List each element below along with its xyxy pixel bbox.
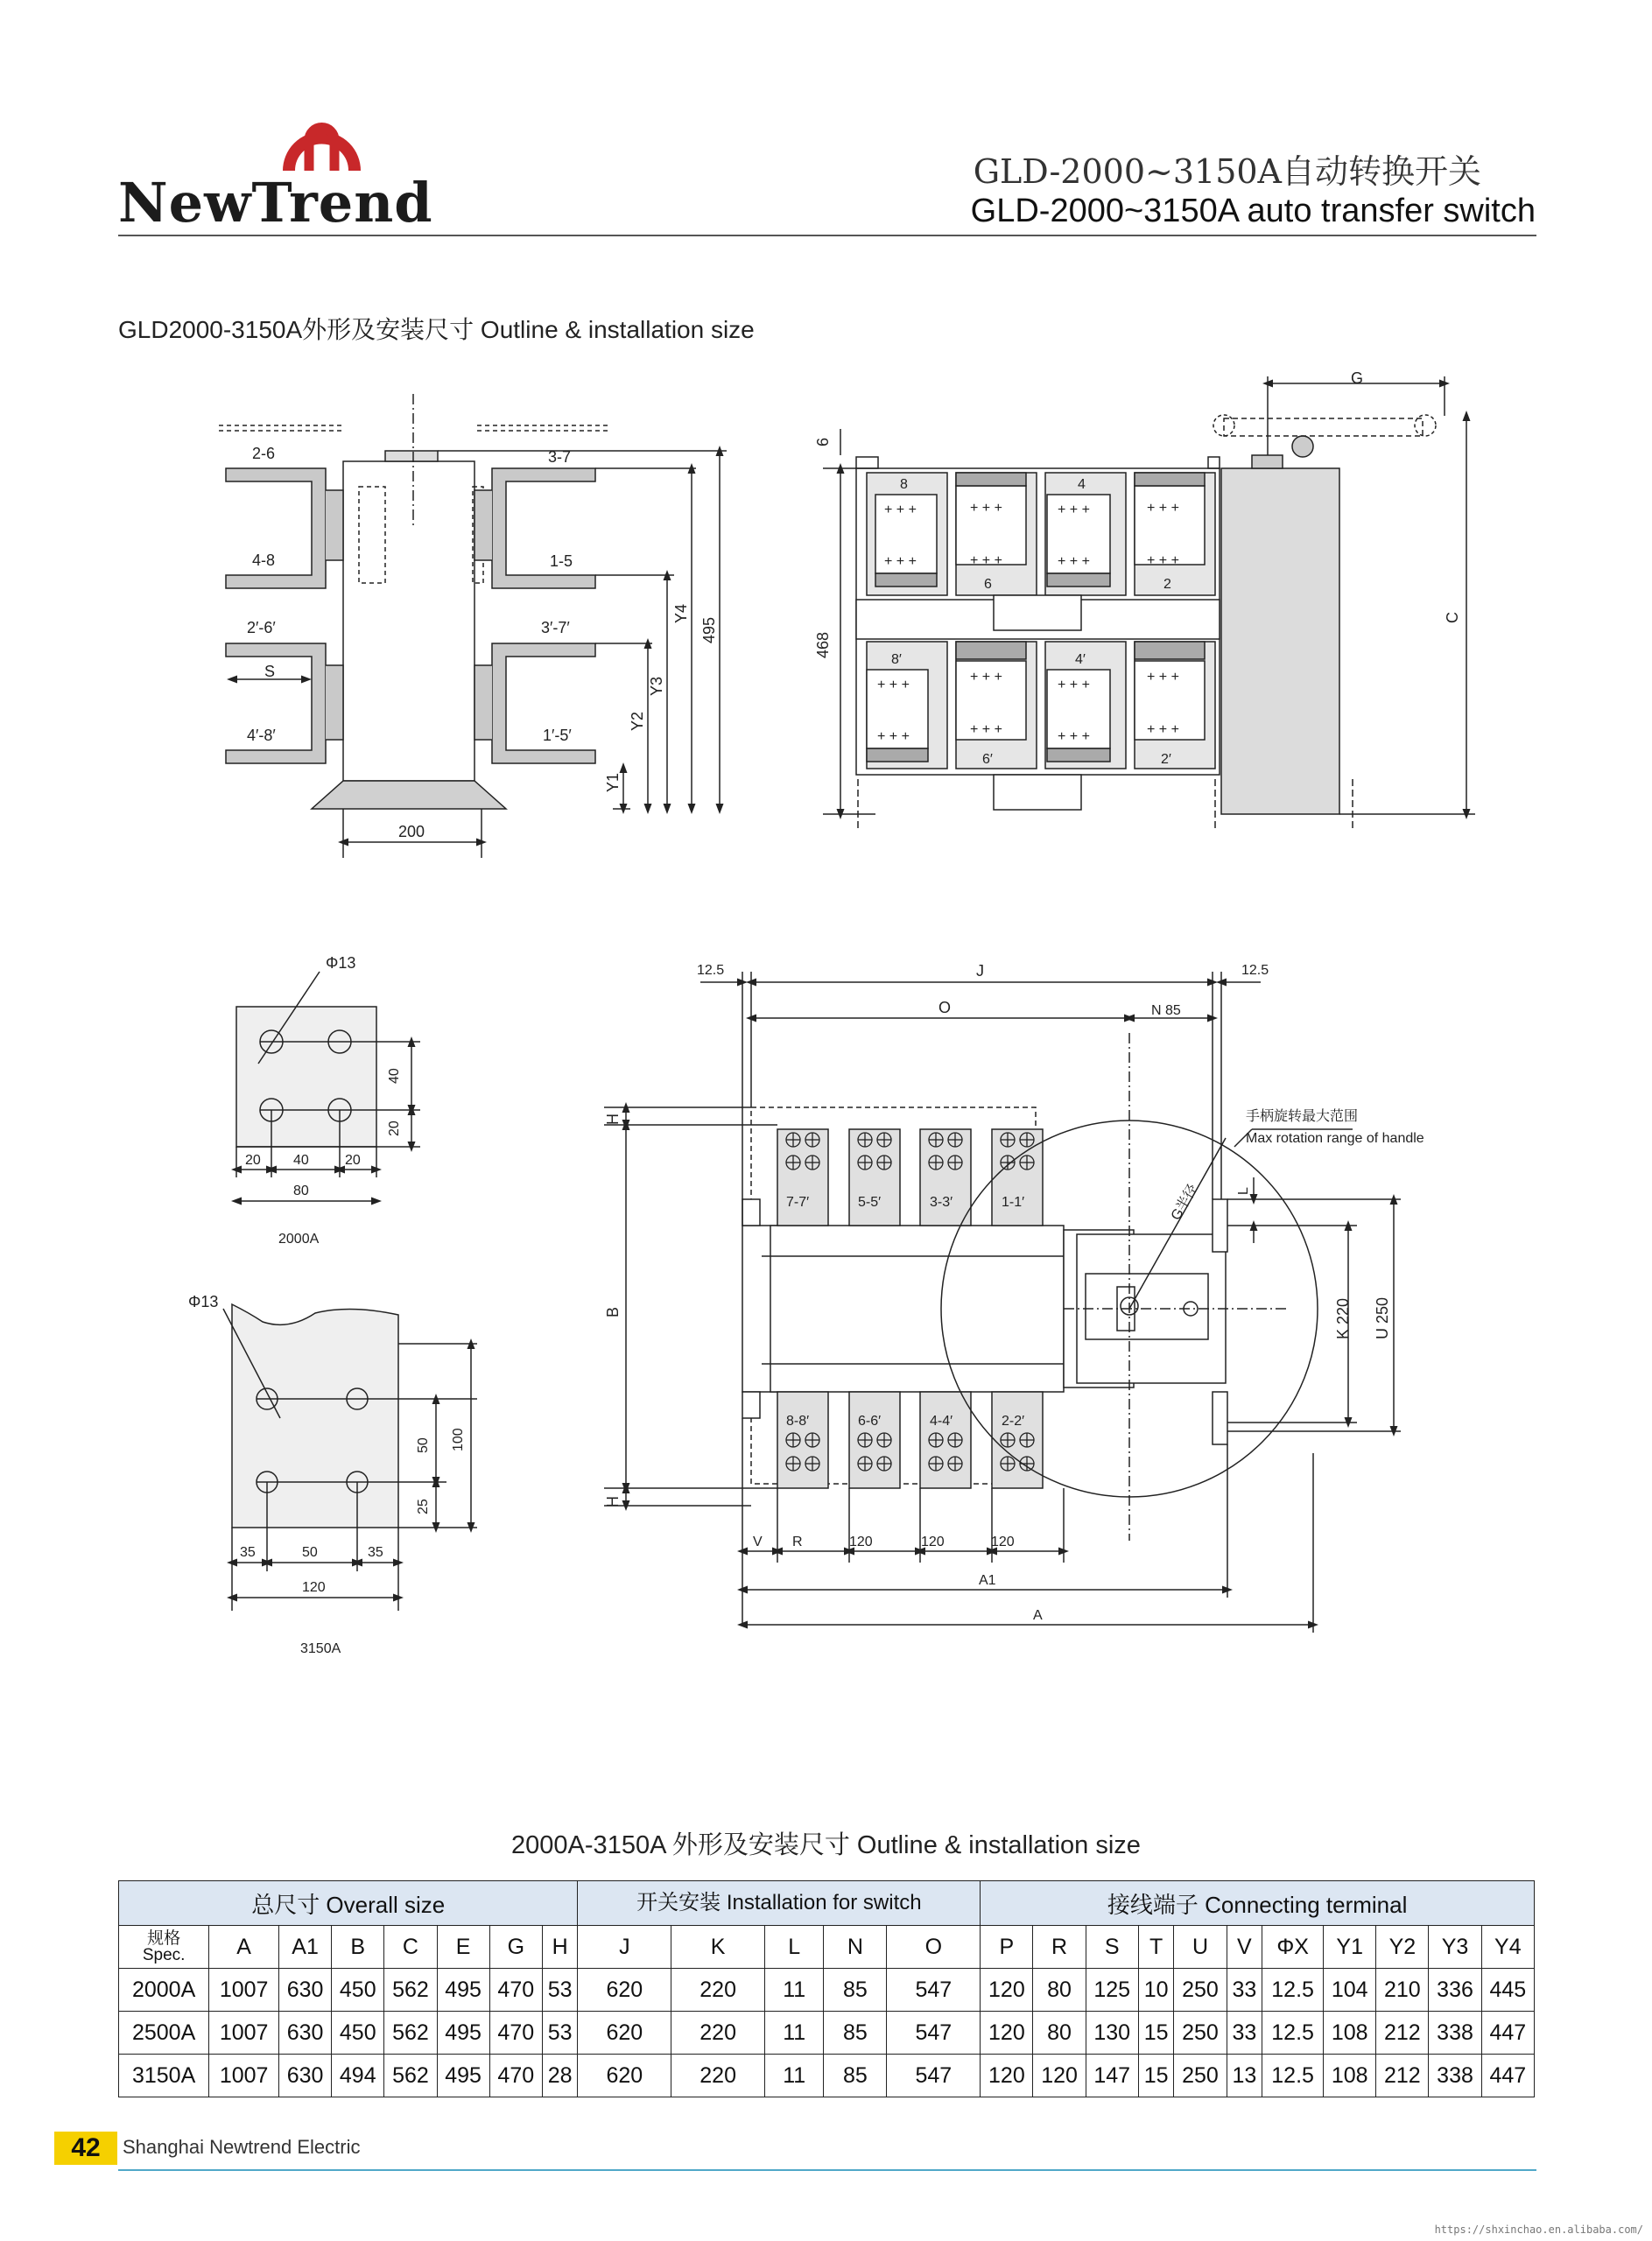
table-cell: 338 xyxy=(1429,2055,1481,2097)
table-cell: 210 xyxy=(1376,1969,1429,2012)
front-view xyxy=(823,376,1475,832)
label-4-8: 4-8 xyxy=(252,551,276,569)
table-cell: 12.5 xyxy=(1262,1969,1324,2012)
dim-35: 35 xyxy=(368,1545,383,1560)
page-title-cn: GLD-2000~3150A自动转换开关 xyxy=(973,152,1481,191)
column-header: B xyxy=(332,1926,384,1969)
table-cell: 15 xyxy=(1138,2012,1174,2055)
table-column-header xyxy=(119,1926,1535,1969)
dim-20: 20 xyxy=(387,1120,402,1136)
dim-a: A xyxy=(1033,1608,1043,1623)
column-header: C xyxy=(384,1926,437,1969)
dim-h-bottom: H xyxy=(604,1496,622,1507)
spec-cell: 2500A xyxy=(119,2012,209,2055)
footer-company: Shanghai Newtrend Electric xyxy=(123,2136,361,2158)
label-2-6-prime: 2′-6′ xyxy=(247,619,276,636)
table-cell: 620 xyxy=(578,2055,671,2097)
dim-y3: Y3 xyxy=(648,676,665,696)
table-cell: 630 xyxy=(279,1969,332,2012)
column-header: A xyxy=(209,1926,279,1969)
caption-3150a: 3150A xyxy=(300,1641,341,1656)
contact-mark: + + + xyxy=(970,722,1002,737)
table-cell: 12.5 xyxy=(1262,2055,1324,2097)
table-row xyxy=(119,2055,1535,2097)
terminal-1-1: 1-1′ xyxy=(1002,1195,1025,1210)
label-3-7: 3-7 xyxy=(548,448,572,466)
table-cell: 447 xyxy=(1481,2012,1534,2055)
dim-g: G xyxy=(1351,369,1364,387)
table-cell: 562 xyxy=(384,2055,437,2097)
table-cell: 12.5 xyxy=(1262,2012,1324,2055)
table-cell: 220 xyxy=(671,1969,765,2012)
table-cell: 447 xyxy=(1481,2055,1534,2097)
dim-u: U 250 xyxy=(1374,1296,1391,1339)
table-cell: 108 xyxy=(1324,2012,1376,2055)
table-cell: 120 xyxy=(981,2055,1033,2097)
dim-20: 20 xyxy=(345,1153,361,1168)
contact-mark: + + + xyxy=(1147,501,1179,516)
group-overall-size: 总尺寸 Overall size xyxy=(119,1881,578,1926)
contact-mark: + + + xyxy=(877,729,910,744)
table-cell: 495 xyxy=(437,2012,489,2055)
column-header: N xyxy=(824,1926,887,1969)
terminal-6-6: 6-6′ xyxy=(858,1414,882,1429)
table-cell: 494 xyxy=(332,2055,384,2097)
table-cell: 212 xyxy=(1376,2012,1429,2055)
table-cell: 1007 xyxy=(209,2012,279,2055)
table-cell: 11 xyxy=(765,2055,824,2097)
terminal-4-4: 4-4′ xyxy=(930,1414,953,1429)
dim-12-5-right: 12.5 xyxy=(1241,963,1269,978)
pole-6-prime: 6′ xyxy=(982,752,993,767)
group-installation: 开关安装 Installation for switch xyxy=(578,1881,981,1926)
brand-logo: NewTrend xyxy=(118,171,433,235)
table-cell: 450 xyxy=(332,1969,384,2012)
table-cell: 1007 xyxy=(209,1969,279,2012)
dim-n: N 85 xyxy=(1151,1003,1181,1018)
spec-cell: 2000A xyxy=(119,1969,209,2012)
dim-c: C xyxy=(1444,612,1461,623)
terminal-2-2: 2-2′ xyxy=(1002,1414,1025,1429)
spec-column-header xyxy=(119,1926,209,1969)
column-header: G xyxy=(489,1926,542,1969)
dim-20: 20 xyxy=(245,1153,261,1168)
pole-2-prime: 2′ xyxy=(1161,752,1171,767)
side-view xyxy=(219,394,727,858)
contact-mark: + + + xyxy=(970,670,1002,685)
table-cell: 11 xyxy=(765,2012,824,2055)
column-header: Y1 xyxy=(1324,1926,1376,1969)
page-title-en: GLD-2000~3150A auto transfer switch xyxy=(970,193,1536,229)
footer-rule xyxy=(118,2169,1536,2171)
dim-50: 50 xyxy=(302,1545,318,1560)
dim-120: 120 xyxy=(921,1535,945,1549)
table-cell: 53 xyxy=(542,1969,578,2012)
table-cell: 250 xyxy=(1174,2012,1227,2055)
column-header: V xyxy=(1227,1926,1262,1969)
column-header: ΦX xyxy=(1262,1926,1324,1969)
caption-2000a: 2000A xyxy=(278,1232,320,1247)
table-cell: 220 xyxy=(671,2055,765,2097)
table-cell: 80 xyxy=(1033,1969,1086,2012)
pole-4: 4 xyxy=(1078,477,1086,492)
column-header: J xyxy=(578,1926,671,1969)
dim-120: 120 xyxy=(991,1535,1015,1549)
column-header: R xyxy=(1033,1926,1086,1969)
dim-25: 25 xyxy=(416,1499,431,1514)
dim-200: 200 xyxy=(398,823,425,840)
contact-mark: + + + xyxy=(877,678,910,692)
column-header: E xyxy=(437,1926,489,1969)
column-header: O xyxy=(887,1926,981,1969)
table-cell: 250 xyxy=(1174,2055,1227,2097)
table-cell: 11 xyxy=(765,1969,824,2012)
label-1-5-prime: 1′-5′ xyxy=(543,727,572,744)
table-cell: 450 xyxy=(332,2012,384,2055)
column-header: H xyxy=(542,1926,578,1969)
dim-495: 495 xyxy=(700,616,718,643)
contact-mark: + + + xyxy=(1147,722,1179,737)
dim-r: R xyxy=(792,1535,803,1549)
column-header: S xyxy=(1086,1926,1138,1969)
dim-12-5-left: 12.5 xyxy=(697,963,725,978)
hole-diameter-2000a: Φ13 xyxy=(326,954,356,972)
label-3-7-prime: 3′-7′ xyxy=(541,619,570,636)
table-cell: 495 xyxy=(437,2055,489,2097)
column-header: U xyxy=(1174,1926,1227,1969)
table-cell: 13 xyxy=(1227,2055,1262,2097)
dim-80: 80 xyxy=(293,1184,309,1198)
table-cell: 120 xyxy=(1033,2055,1086,2097)
table-cell: 53 xyxy=(542,2012,578,2055)
hole-pattern-2000a xyxy=(236,972,420,1201)
table-cell: 547 xyxy=(887,2012,981,2055)
table-cell: 562 xyxy=(384,1969,437,2012)
table-cell: 470 xyxy=(489,2055,542,2097)
terminal-8-8: 8-8′ xyxy=(786,1414,810,1429)
column-header: Y2 xyxy=(1376,1926,1429,1969)
dim-40: 40 xyxy=(387,1068,402,1084)
pole-8: 8 xyxy=(900,477,908,492)
table-cell: 1007 xyxy=(209,2055,279,2097)
column-header: Y3 xyxy=(1429,1926,1481,1969)
contact-mark: + + + xyxy=(1058,729,1090,744)
table-cell: 80 xyxy=(1033,2012,1086,2055)
contact-mark: + + + xyxy=(970,501,1002,516)
label-1-5: 1-5 xyxy=(550,552,573,570)
label-2-6: 2-6 xyxy=(252,445,276,462)
dimension-table xyxy=(118,1880,1535,2097)
table-cell: 125 xyxy=(1086,1969,1138,2012)
table-row xyxy=(119,2012,1535,2055)
table-cell: 220 xyxy=(671,2012,765,2055)
spec-header-cn: 规格 xyxy=(147,1929,181,1948)
table-cell: 10 xyxy=(1138,1969,1174,2012)
column-header: A1 xyxy=(279,1926,332,1969)
dim-v: V xyxy=(753,1535,763,1549)
contact-mark: + + + xyxy=(1058,554,1090,569)
dim-40: 40 xyxy=(293,1153,309,1168)
contact-mark: + + + xyxy=(970,553,1002,568)
watermark-url: https://shxinchao.en.alibaba.com/ xyxy=(1434,2223,1643,2236)
dim-h-top: H xyxy=(604,1113,622,1125)
pole-6: 6 xyxy=(984,577,992,592)
table-cell: 562 xyxy=(384,2012,437,2055)
dim-k: K 220 xyxy=(1334,1297,1352,1339)
column-header: P xyxy=(981,1926,1033,1969)
pole-4-prime: 4′ xyxy=(1075,652,1086,667)
table-cell: 85 xyxy=(824,2055,887,2097)
pole-2: 2 xyxy=(1163,577,1171,592)
terminal-3-3: 3-3′ xyxy=(930,1195,953,1210)
dim-50: 50 xyxy=(416,1437,431,1453)
dim-y1: Y1 xyxy=(604,772,622,792)
column-header: Y4 xyxy=(1481,1926,1534,1969)
table-cell: 33 xyxy=(1227,2012,1262,2055)
contact-mark: + + + xyxy=(1147,553,1179,568)
dim-b: B xyxy=(604,1306,622,1317)
table-title: 2000A-3150A 外形及安装尺寸 Outline & installation size xyxy=(511,1831,1141,1859)
table-cell: 495 xyxy=(437,1969,489,2012)
dim-o: O xyxy=(938,999,952,1016)
dim-100: 100 xyxy=(451,1428,466,1451)
table-cell: 108 xyxy=(1324,2055,1376,2097)
column-header: K xyxy=(671,1926,765,1969)
table-cell: 630 xyxy=(279,2055,332,2097)
hole-diameter-3150a: Φ13 xyxy=(188,1293,219,1310)
handle-note-cn: 手柄旋转最大范围 xyxy=(1246,1109,1359,1124)
table-cell: 250 xyxy=(1174,1969,1227,2012)
contact-mark: + + + xyxy=(1147,670,1179,685)
table-cell: 547 xyxy=(887,1969,981,2012)
column-header: L xyxy=(765,1926,824,1969)
dim-y4: Y4 xyxy=(672,603,690,623)
table-cell: 130 xyxy=(1086,2012,1138,2055)
dim-468: 468 xyxy=(814,631,832,658)
table-cell: 33 xyxy=(1227,1969,1262,2012)
g-radius: G半径 xyxy=(1168,1182,1201,1223)
table-cell: 470 xyxy=(489,2012,542,2055)
table-cell: 147 xyxy=(1086,2055,1138,2097)
dim-y2: Y2 xyxy=(629,711,646,731)
page-number: 42 xyxy=(54,2132,117,2165)
section-title: GLD2000-3150A外形及安装尺寸 Outline & installation size xyxy=(118,316,755,343)
table-cell: 85 xyxy=(824,2012,887,2055)
group-connecting-terminal: 接线端子 Connecting terminal xyxy=(981,1881,1535,1926)
table-group-header xyxy=(119,1881,1535,1926)
spec-header-en: Spec. xyxy=(142,1946,186,1964)
table-cell: 120 xyxy=(981,1969,1033,2012)
dim-35: 35 xyxy=(240,1545,256,1560)
dim-120: 120 xyxy=(302,1580,326,1595)
table-cell: 620 xyxy=(578,2012,671,2055)
label-s: S xyxy=(264,663,276,680)
terminal-7-7: 7-7′ xyxy=(786,1195,810,1210)
table-cell: 620 xyxy=(578,1969,671,2012)
table-cell: 15 xyxy=(1138,2055,1174,2097)
dim-6: 6 xyxy=(814,437,832,446)
column-header: T xyxy=(1138,1926,1174,1969)
handle-note-en: Max rotation range of handle xyxy=(1246,1131,1424,1146)
table-cell: 336 xyxy=(1429,1969,1481,2012)
terminal-5-5: 5-5′ xyxy=(858,1195,882,1210)
dim-a1: A1 xyxy=(979,1573,996,1588)
dim-120: 120 xyxy=(849,1535,873,1549)
table-cell: 470 xyxy=(489,1969,542,2012)
table-cell: 445 xyxy=(1481,1969,1534,2012)
table-cell: 120 xyxy=(981,2012,1033,2055)
plan-view xyxy=(604,972,1401,1633)
table-cell: 212 xyxy=(1376,2055,1429,2097)
table-cell: 630 xyxy=(279,2012,332,2055)
table-row xyxy=(119,1969,1535,2012)
table-cell: 28 xyxy=(542,2055,578,2097)
spec-cell: 3150A xyxy=(119,2055,209,2097)
table-cell: 547 xyxy=(887,2055,981,2097)
dim-l: L xyxy=(1236,1187,1251,1195)
table-cell: 338 xyxy=(1429,2012,1481,2055)
contact-mark: + + + xyxy=(884,554,917,569)
table-cell: 104 xyxy=(1324,1969,1376,2012)
contact-mark: + + + xyxy=(1058,502,1090,517)
label-4-8-prime: 4′-8′ xyxy=(247,727,276,744)
hole-pattern-3150a xyxy=(223,1304,477,1611)
table-cell: 85 xyxy=(824,1969,887,2012)
pole-8-prime: 8′ xyxy=(891,652,902,667)
contact-mark: + + + xyxy=(1058,678,1090,692)
dim-j: J xyxy=(976,962,984,980)
contact-mark: + + + xyxy=(884,502,917,517)
